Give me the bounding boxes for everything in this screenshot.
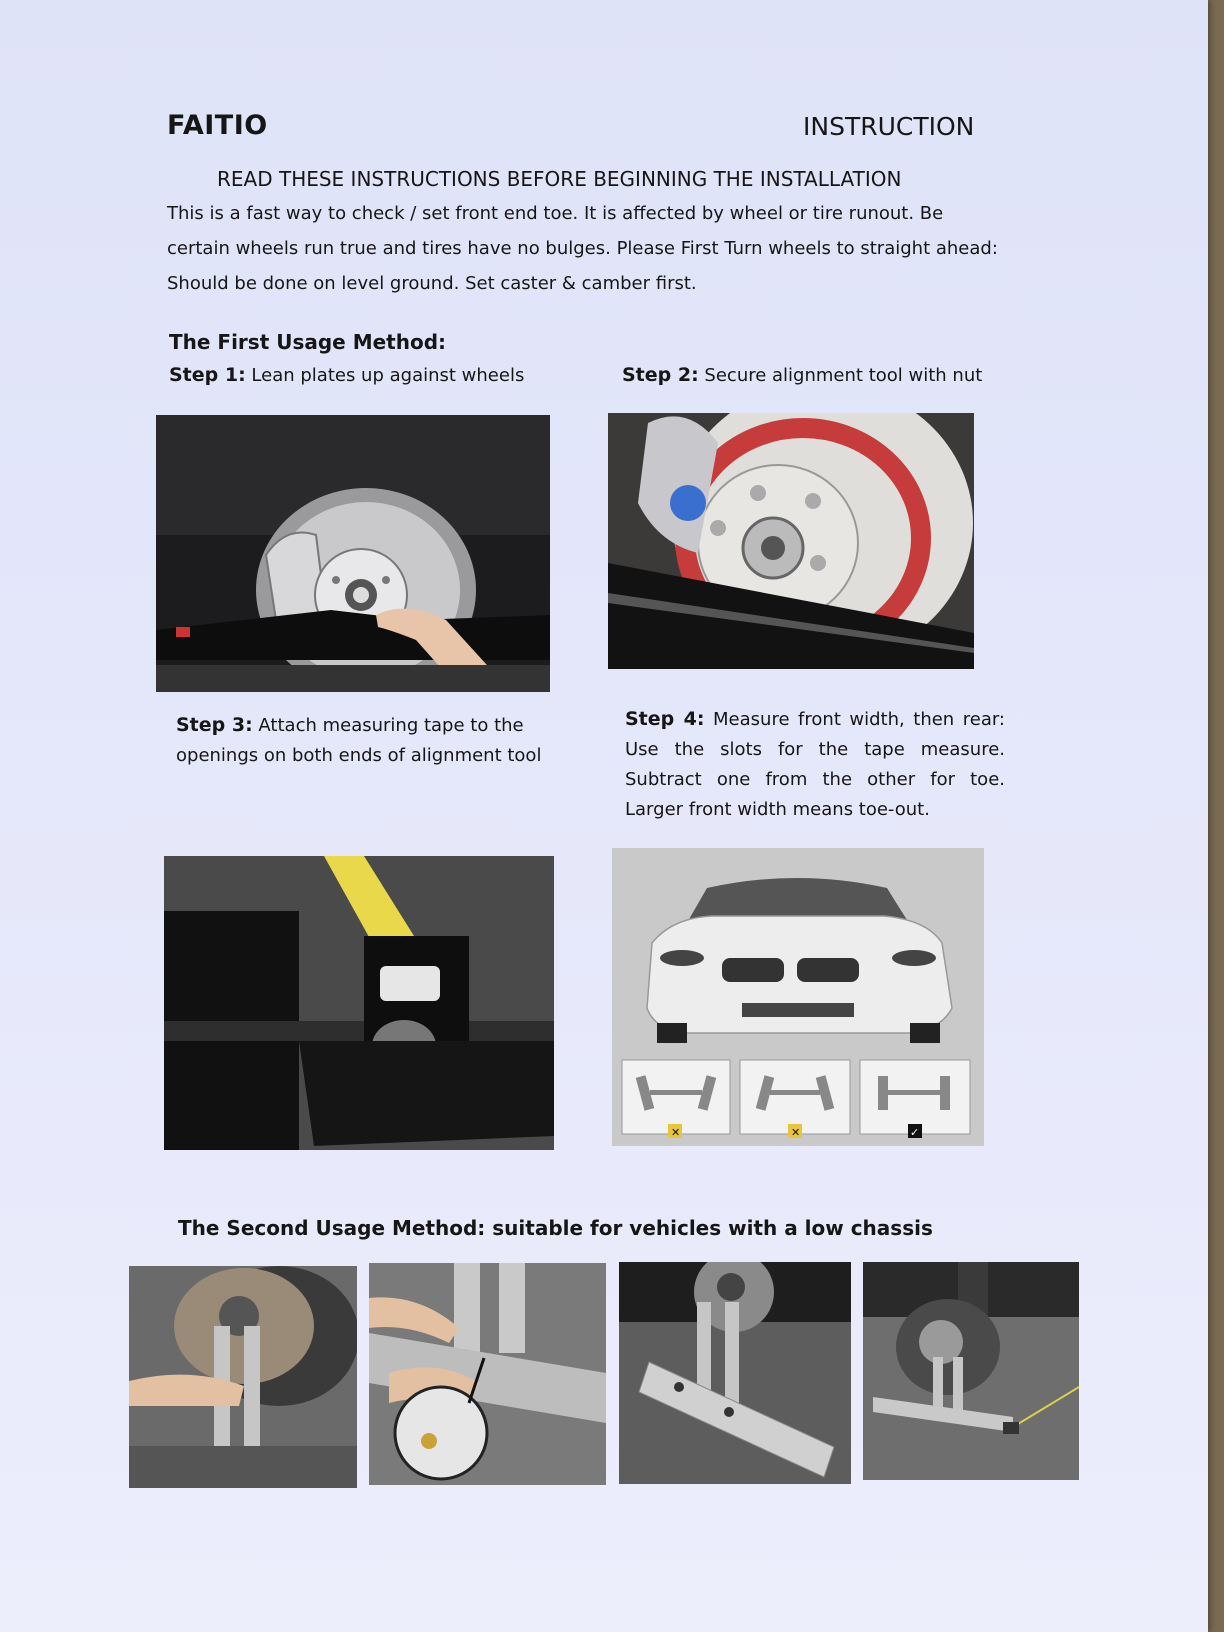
- step-4-label: Step 4:: [625, 708, 705, 730]
- step-1-photo: [156, 415, 550, 692]
- step-3-caption: [176, 710, 596, 771]
- toe-in-wrong-mark: ✕: [791, 1126, 801, 1139]
- read-first-warning: READ THESE INSTRUCTIONS BEFORE BEGINNING THE INSTALLATION: [217, 167, 902, 191]
- document-type: INSTRUCTION: [803, 112, 975, 141]
- step-2-text: Secure alignment tool with nut: [704, 365, 983, 386]
- step-1-caption: [169, 360, 524, 391]
- step-3-text: Attach measuring tape to the openings on both ends of alignment tool: [176, 715, 542, 766]
- method-2-photo-4: [863, 1262, 1079, 1480]
- method-2-photo-2: [369, 1263, 606, 1485]
- toe-correct-mark: ✓: [910, 1126, 920, 1139]
- step-3-photo: [164, 856, 554, 1150]
- step-1-label: Step 1:: [169, 364, 246, 386]
- step-1-text: Lean plates up against wheels: [251, 365, 525, 386]
- step-4-car-toe-diagram: [612, 848, 984, 1146]
- method-2-photo-1: [129, 1266, 357, 1488]
- first-method-title: The First Usage Method:: [169, 330, 447, 354]
- step-4-caption: [625, 704, 1005, 825]
- step-2-caption: [622, 360, 982, 391]
- step-4-text: Measure front width, then rear: Use the slots for the tape measure. Subtract one from the other for toe. Larger front width means toe-out.: [625, 709, 1005, 820]
- second-method-title: The Second Usage Method: suitable for vehicles with a low chassis: [178, 1216, 933, 1240]
- brand-name: FAITIO: [167, 110, 268, 141]
- step-2-photo: [608, 413, 974, 669]
- toe-out-wrong-mark: ✕: [671, 1126, 681, 1139]
- step-3-label: Step 3:: [176, 714, 253, 736]
- intro-paragraph: This is a fast way to check / set front end toe. It is affected by wheel or tire runout. Be certain wheels run true and tires have no bulges. Please First Turn wheels to straight ahead: Should be done on level ground. Set caster & camber first.: [167, 203, 998, 294]
- step-2-label: Step 2:: [622, 364, 699, 386]
- method-2-photo-3: [619, 1262, 851, 1484]
